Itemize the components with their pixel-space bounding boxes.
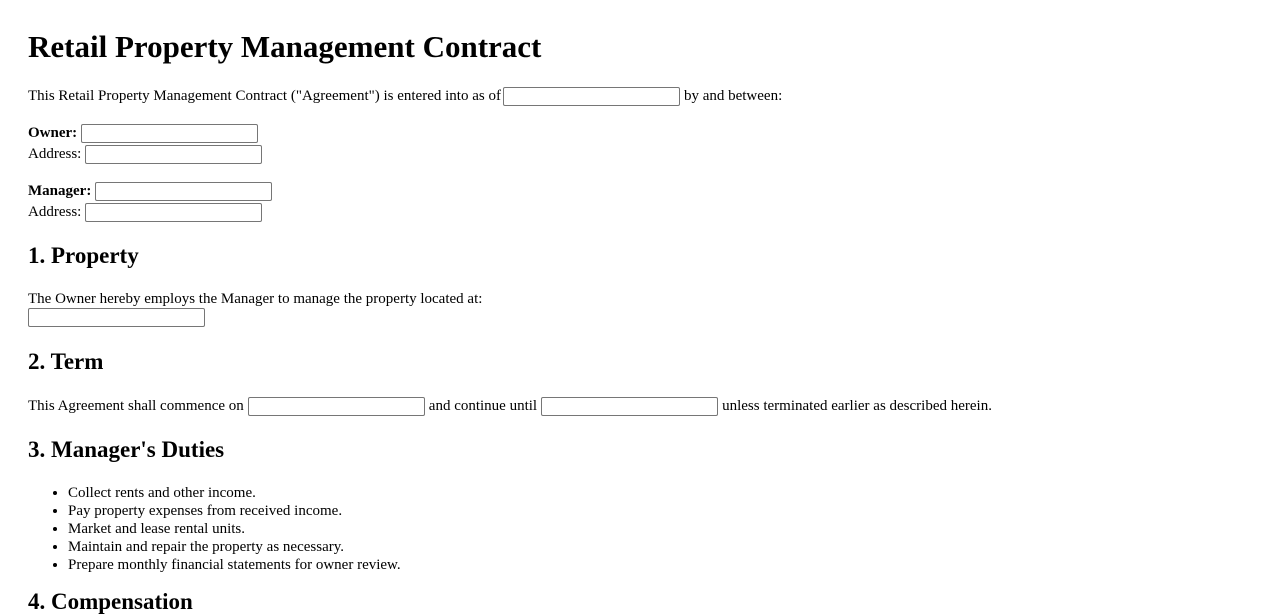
manager-name-row [28, 181, 272, 201]
manager-address-row [28, 202, 262, 222]
intro-text-after: by and between: [683, 88, 783, 104]
manager-address-input[interactable] [85, 203, 262, 222]
property-address-row [28, 308, 205, 327]
term-text-middle: and continue until [428, 398, 538, 414]
manager-label: Manager: [28, 183, 92, 199]
owner-name-input[interactable] [81, 124, 258, 143]
property-address-input[interactable] [28, 308, 205, 327]
list-item: • Prepare monthly financial statements for owner review. [68, 556, 401, 574]
owner-label: Owner: [28, 125, 78, 141]
owner-name-row [28, 123, 258, 143]
list-item: • Maintain and repair the property as necessary. [68, 538, 401, 556]
manager-name-input[interactable] [95, 182, 272, 201]
section-heading-property: 1. Property [28, 243, 139, 268]
owner-address-row [28, 144, 262, 164]
term-text-after: unless terminated earlier as described herein. [722, 398, 992, 414]
property-description: The Owner hereby employs the Manager to manage the property located at: [28, 291, 483, 307]
document-title: Retail Property Management Contract [28, 29, 542, 64]
list-item: • Pay property expenses from received income. [68, 502, 401, 520]
owner-address-input[interactable] [85, 145, 262, 164]
term-paragraph [28, 396, 992, 416]
list-item: • Market and lease rental units. [68, 520, 401, 538]
section-heading-duties: 3. Manager's Duties [28, 437, 225, 462]
section-heading-term: 2. Term [28, 349, 104, 374]
intro-text-before: This Retail Property Management Contract ("Agreement") is entered into as of [28, 88, 501, 104]
intro-paragraph [28, 86, 782, 106]
duties-list [28, 484, 401, 574]
term-start-input[interactable] [248, 397, 425, 416]
property-text [28, 289, 482, 309]
term-end-input[interactable] [541, 397, 718, 416]
list-item: • Collect rents and other income. [68, 484, 401, 502]
agreement-date-input[interactable] [503, 87, 680, 106]
owner-address-label: Address: [28, 146, 82, 162]
section-heading-compensation: 4. Compensation [28, 589, 193, 614]
manager-address-label: Address: [28, 204, 82, 220]
term-text-before: This Agreement shall commence on [28, 398, 244, 414]
